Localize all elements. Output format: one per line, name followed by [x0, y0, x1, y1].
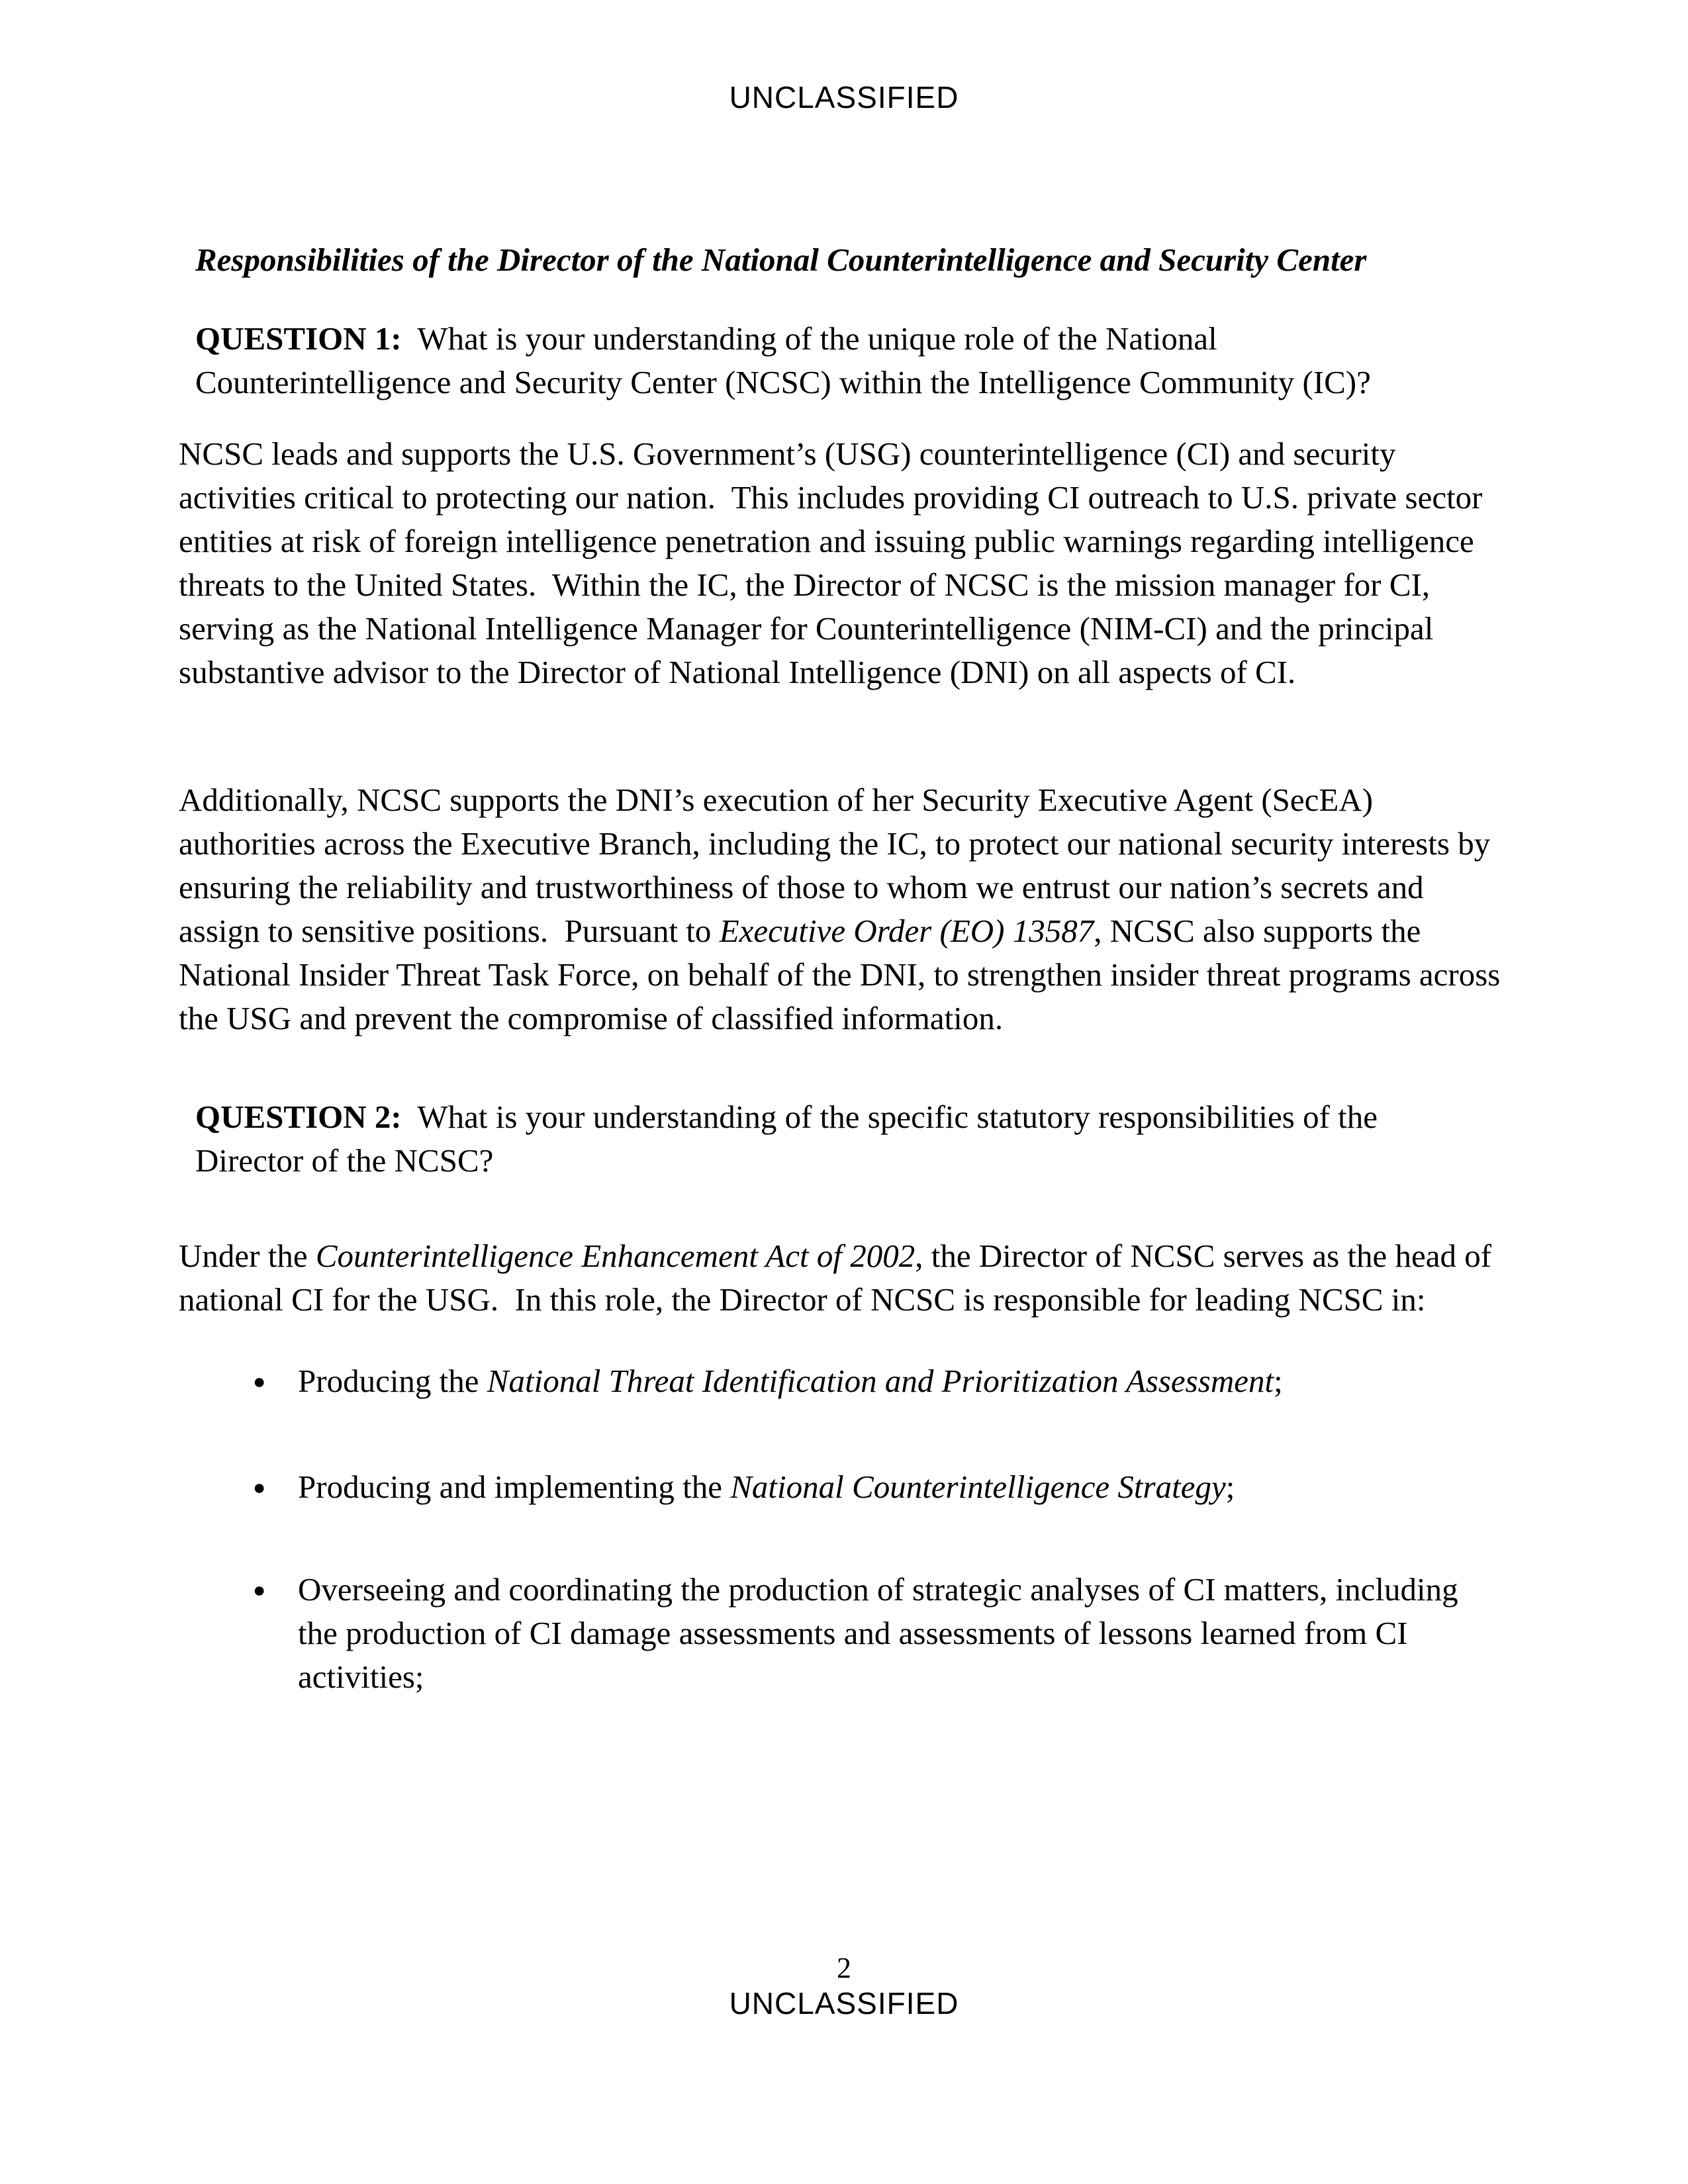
question-2: [195, 1095, 1407, 1183]
document-body: [179, 238, 1509, 1699]
question-2-label: QUESTION 2:: [195, 1099, 402, 1135]
paragraph-2-text-start: Additionally, NCSC supports the DNI’s execution of her Security Executive Agent (SecEA) authorities across the Executive Branch, including the IC, to protect our national security interests by ensuring the reliability and trustworthiness of those to whom we entrust our nation’s secrets and assign to sensitive positions. Pursuant to: [179, 782, 1499, 949]
paragraph-3-italic-citation: Counterintelligence Enhancement Act of 2002: [315, 1238, 915, 1274]
list-item: [179, 1465, 1489, 1509]
paragraph-3: [179, 1234, 1509, 1322]
bullet-marker-icon: ●: [253, 1578, 266, 1602]
bullet-marker-icon: ●: [253, 1369, 266, 1393]
question-1: [195, 317, 1407, 404]
classification-header: UNCLASSIFIED: [729, 80, 959, 114]
list-item: [179, 1568, 1489, 1699]
list-item: [179, 1359, 1489, 1403]
bullet-1-text-start: Producing the: [298, 1363, 487, 1399]
bullet-3-text-start: Overseeing and coordinating the production of strategic analyses of CI matters, including the production of CI damage assessments and assessments of lessons learned from CI activities;: [298, 1571, 1466, 1695]
bullet-1-text-end: ;: [1274, 1363, 1283, 1399]
question-1-text: What is your understanding of the unique role of the National Counterintelligence and Security Center (NCSC) within the Intelligence Community (IC)?: [195, 320, 1371, 400]
bullet-2-text-start: Producing and implementing the: [298, 1469, 731, 1505]
page-number: 2: [837, 1952, 851, 1984]
bullet-list: [179, 1359, 1509, 1699]
paragraph-3-text-end: , the Director of NCSC serves as the head of national CI for the USG. In this role, the Director of NCSC is responsible for leading NCSC in:: [179, 1238, 1500, 1318]
bullet-2-italic-citation: National Counterintelligence Strategy: [730, 1469, 1226, 1505]
bullet-2-text-end: ;: [1225, 1469, 1235, 1505]
bullet-marker-icon: ●: [253, 1475, 266, 1499]
paragraph-1: NCSC leads and supports the U.S. Government’s (USG) counterintelligence (CI) and security activities critical to protecting our nation. This includes providing CI outreach to U.S. private sector entities at risk of foreign intelligence penetration and issuing public warnings regarding intelligence threats to the United States. Within the IC, the Director of NCSC is the mission manager for CI, serving as the National Intelligence Manager for Counterintelligence (NIM-CI) and the principal substantive advisor to the Director of National Intelligence (DNI) on all aspects of CI.: [179, 435, 1491, 690]
document-title: Responsibilities of the Director of the National Counterintelligence and Security Center: [195, 242, 1367, 278]
classification-footer: UNCLASSIFIED: [729, 1986, 959, 2021]
paragraph-2: [179, 778, 1509, 1040]
paragraph-3-text-start: Under the: [179, 1238, 316, 1274]
bullet-1-italic-citation: National Threat Identification and Prioritization Assessment: [487, 1363, 1274, 1399]
paragraph-2-text-end: , NCSC also supports the National Insider Threat Task Force, on behalf of the DNI, to strengthen insider threat programs across the USG and prevent the compromise of classified information.: [179, 913, 1509, 1036]
question-2-text: What is your understanding of the specific statutory responsibilities of the Director of the NCSC?: [195, 1099, 1386, 1179]
paragraph-2-italic-citation: Executive Order (EO) 13587: [719, 913, 1094, 949]
question-1-label: QUESTION 1:: [195, 320, 402, 357]
